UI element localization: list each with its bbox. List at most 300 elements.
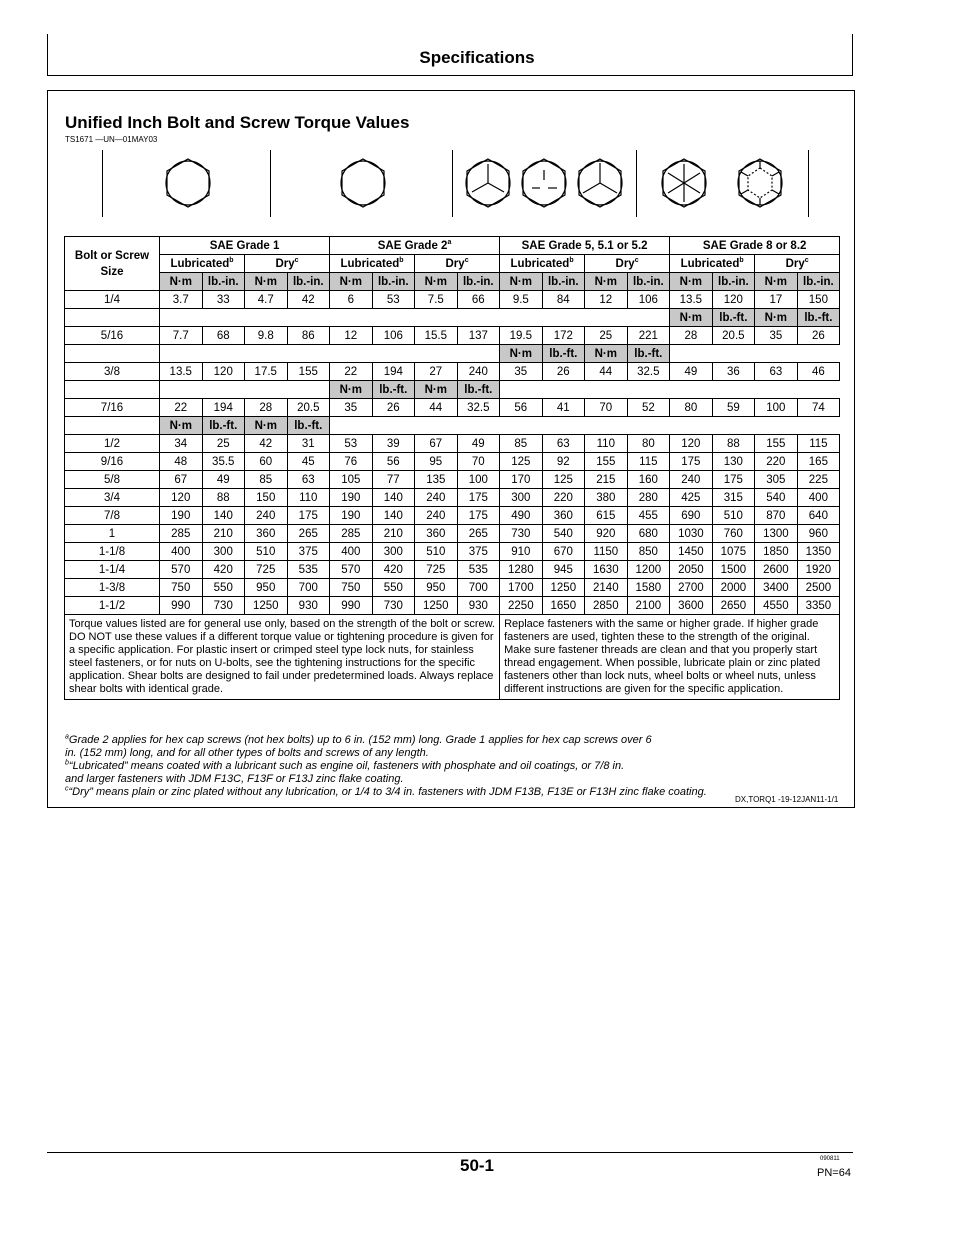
value-cell: 110 bbox=[287, 489, 330, 507]
value-cell: 1850 bbox=[755, 543, 798, 561]
value-cell: 950 bbox=[245, 579, 288, 597]
value-cell: 2000 bbox=[712, 579, 755, 597]
value-cell: 80 bbox=[670, 399, 713, 417]
value-cell: 615 bbox=[585, 507, 628, 525]
value-cell: 420 bbox=[372, 561, 415, 579]
value-cell: 70 bbox=[585, 399, 628, 417]
empty-cell bbox=[65, 309, 160, 327]
empty-cell bbox=[65, 345, 160, 363]
value-cell: 19.5 bbox=[500, 327, 543, 345]
value-cell: 380 bbox=[585, 489, 628, 507]
value-cell: 15.5 bbox=[415, 327, 458, 345]
size-cell: 3/8 bbox=[65, 363, 160, 381]
value-cell: 13.5 bbox=[670, 291, 713, 309]
value-cell: 680 bbox=[627, 525, 670, 543]
unit-cell: N·m bbox=[245, 273, 288, 291]
value-cell: 100 bbox=[457, 471, 500, 489]
unit-cell: N·m bbox=[500, 345, 543, 363]
value-cell: 63 bbox=[542, 435, 585, 453]
value-cell: 41 bbox=[542, 399, 585, 417]
footer-small-code: 090811 bbox=[820, 1156, 840, 1162]
notes-row bbox=[65, 615, 840, 700]
unit-cell: N·m bbox=[415, 273, 458, 291]
value-cell: 44 bbox=[415, 399, 458, 417]
empty-cell bbox=[755, 345, 840, 363]
lubricated-header: Lubricated$^b$ bbox=[670, 255, 755, 273]
unit-cell: lb.-in. bbox=[372, 273, 415, 291]
value-cell: 400 bbox=[160, 543, 203, 561]
figure-id: TS1671 —UN—01MAY03 bbox=[65, 135, 158, 144]
value-cell: 31 bbox=[287, 435, 330, 453]
value-cell: 1920 bbox=[797, 561, 840, 579]
torque-table bbox=[64, 236, 840, 700]
value-cell: 570 bbox=[330, 561, 373, 579]
value-cell: 175 bbox=[670, 453, 713, 471]
unit-cell: N·m bbox=[755, 309, 798, 327]
unit-cell: lb.-ft. bbox=[202, 417, 245, 435]
value-cell: 221 bbox=[627, 327, 670, 345]
value-cell: 22 bbox=[330, 363, 373, 381]
value-cell: 17.5 bbox=[245, 363, 288, 381]
table-row bbox=[65, 291, 840, 309]
value-cell: 215 bbox=[585, 471, 628, 489]
grade-header: SAE Grade 1 bbox=[160, 237, 330, 255]
value-cell: 56 bbox=[372, 453, 415, 471]
value-cell: 68 bbox=[202, 327, 245, 345]
value-cell: 13.5 bbox=[160, 363, 203, 381]
doc-code: DX,TORQ1 -19-12JAN11-1/1 bbox=[735, 795, 839, 804]
value-cell: 2600 bbox=[755, 561, 798, 579]
unit-cell: lb.-in. bbox=[202, 273, 245, 291]
size-cell: 1-1/8 bbox=[65, 543, 160, 561]
value-cell: 46 bbox=[797, 363, 840, 381]
value-cell: 53 bbox=[330, 435, 373, 453]
value-cell: 76 bbox=[330, 453, 373, 471]
value-cell: 39 bbox=[372, 435, 415, 453]
grade-header: SAE Grade 2$^a$ bbox=[330, 237, 500, 255]
empty-cell bbox=[65, 381, 160, 399]
table-row bbox=[65, 399, 840, 417]
value-cell: 175 bbox=[712, 471, 755, 489]
value-cell: 570 bbox=[160, 561, 203, 579]
table-row bbox=[65, 435, 840, 453]
value-cell: 194 bbox=[202, 399, 245, 417]
value-cell: 194 bbox=[372, 363, 415, 381]
unit-cell: lb.-ft. bbox=[372, 381, 415, 399]
grade-header: SAE Grade 5, 5.1 or 5.2 bbox=[500, 237, 670, 255]
value-cell: 36 bbox=[712, 363, 755, 381]
dry-header: Dry$^c$ bbox=[755, 255, 840, 273]
value-cell: 35 bbox=[500, 363, 543, 381]
value-cell: 285 bbox=[330, 525, 373, 543]
value-cell: 265 bbox=[457, 525, 500, 543]
value-cell: 425 bbox=[670, 489, 713, 507]
value-cell: 535 bbox=[287, 561, 330, 579]
value-cell: 850 bbox=[627, 543, 670, 561]
header-rule-bottom bbox=[47, 75, 853, 76]
value-cell: 160 bbox=[627, 471, 670, 489]
unit-cell: lb.-in. bbox=[287, 273, 330, 291]
value-cell: 115 bbox=[797, 435, 840, 453]
value-cell: 750 bbox=[330, 579, 373, 597]
value-cell: 1200 bbox=[627, 561, 670, 579]
value-cell: 510 bbox=[245, 543, 288, 561]
value-cell: 35.5 bbox=[202, 453, 245, 471]
table-row bbox=[65, 327, 840, 345]
footnote-b-line2: and larger fasteners with JDM F13C, F13F or F13J zinc flake coating. bbox=[65, 773, 404, 785]
unit-cell: lb.-ft. bbox=[457, 381, 500, 399]
size-cell: 1-1/2 bbox=[65, 597, 160, 615]
value-cell: 190 bbox=[330, 489, 373, 507]
value-cell: 700 bbox=[287, 579, 330, 597]
value-cell: 12 bbox=[585, 291, 628, 309]
value-cell: 540 bbox=[542, 525, 585, 543]
value-cell: 155 bbox=[585, 453, 628, 471]
table-subheader-row bbox=[65, 255, 840, 273]
bolt-head-markings-figure bbox=[102, 150, 809, 217]
value-cell: 9.5 bbox=[500, 291, 543, 309]
value-cell: 950 bbox=[415, 579, 458, 597]
value-cell: 60 bbox=[245, 453, 288, 471]
value-cell: 210 bbox=[202, 525, 245, 543]
value-cell: 240 bbox=[670, 471, 713, 489]
value-cell: 240 bbox=[245, 507, 288, 525]
value-cell: 20.5 bbox=[287, 399, 330, 417]
value-cell: 150 bbox=[797, 291, 840, 309]
size-header: Bolt or Screw Size bbox=[65, 237, 160, 291]
value-cell: 990 bbox=[160, 597, 203, 615]
value-cell: 120 bbox=[670, 435, 713, 453]
size-cell: 5/8 bbox=[65, 471, 160, 489]
value-cell: 220 bbox=[542, 489, 585, 507]
value-cell: 155 bbox=[287, 363, 330, 381]
table-row bbox=[65, 561, 840, 579]
value-cell: 3400 bbox=[755, 579, 798, 597]
value-cell: 48 bbox=[160, 453, 203, 471]
value-cell: 105 bbox=[330, 471, 373, 489]
value-cell: 20.5 bbox=[712, 327, 755, 345]
footnote-a-line2: in. (152 mm) long, and for all other types of bolts and screws of any length. bbox=[65, 747, 429, 759]
value-cell: 300 bbox=[202, 543, 245, 561]
size-cell: 7/16 bbox=[65, 399, 160, 417]
value-cell: 550 bbox=[372, 579, 415, 597]
value-cell: 210 bbox=[372, 525, 415, 543]
empty-cell bbox=[670, 417, 755, 435]
value-cell: 1650 bbox=[542, 597, 585, 615]
note-left: Torque values listed are for general use only, based on the strength of the bolt or screw. DO NOT use these values if a different torque value or tightening procedure is given for a specific application. For plastic insert or crimped steel type lock nuts, for stainless steel fasteners, or for nuts on U-bolts, see the tightening instructions for the specific application. Shear bolts are designed to fail under predetermined loads. Always replace shear bolts with identical grade. bbox=[65, 615, 500, 700]
value-cell: 100 bbox=[755, 399, 798, 417]
value-cell: 550 bbox=[202, 579, 245, 597]
value-cell: 125 bbox=[542, 471, 585, 489]
table-header-row bbox=[65, 237, 840, 255]
unit-cell: N·m bbox=[500, 273, 543, 291]
unit-cell: N·m bbox=[160, 417, 203, 435]
empty-cell bbox=[670, 345, 755, 363]
value-cell: 80 bbox=[627, 435, 670, 453]
table-row bbox=[65, 579, 840, 597]
value-cell: 110 bbox=[585, 435, 628, 453]
value-cell: 670 bbox=[542, 543, 585, 561]
value-cell: 49 bbox=[457, 435, 500, 453]
lubricated-header: Lubricated$^b$ bbox=[330, 255, 415, 273]
table-row bbox=[65, 471, 840, 489]
unit-cell: lb.-ft. bbox=[627, 345, 670, 363]
value-cell: 285 bbox=[160, 525, 203, 543]
value-cell: 67 bbox=[415, 435, 458, 453]
value-cell: 305 bbox=[755, 471, 798, 489]
value-cell: 35 bbox=[755, 327, 798, 345]
lubricated-header: Lubricated$^b$ bbox=[160, 255, 245, 273]
value-cell: 4550 bbox=[755, 597, 798, 615]
value-cell: 42 bbox=[287, 291, 330, 309]
value-cell: 225 bbox=[797, 471, 840, 489]
value-cell: 190 bbox=[330, 507, 373, 525]
unit-cell: N·m bbox=[670, 309, 713, 327]
table-row bbox=[65, 597, 840, 615]
footnote-b-line1: $^b$“Lubricated” means coated with a lubricant such as engine oil, fasteners with phosphate and oil coatings, or 7/8 in. bbox=[65, 759, 625, 772]
value-cell: 115 bbox=[627, 453, 670, 471]
footnote-a-line1: $^a$Grade 2 applies for hex cap screws (not hex bolts) up to 6 in. (152 mm) long. Grade 1 applies for hex cap screws over 6 bbox=[65, 733, 652, 746]
size-cell: 3/4 bbox=[65, 489, 160, 507]
value-cell: 1250 bbox=[542, 579, 585, 597]
value-cell: 1250 bbox=[245, 597, 288, 615]
value-cell: 66 bbox=[457, 291, 500, 309]
empty-cell bbox=[160, 309, 670, 327]
value-cell: 45 bbox=[287, 453, 330, 471]
size-cell: 1-1/4 bbox=[65, 561, 160, 579]
table-row bbox=[65, 543, 840, 561]
value-cell: 150 bbox=[245, 489, 288, 507]
value-cell: 400 bbox=[797, 489, 840, 507]
value-cell: 360 bbox=[245, 525, 288, 543]
value-cell: 63 bbox=[755, 363, 798, 381]
size-cell: 1/2 bbox=[65, 435, 160, 453]
value-cell: 175 bbox=[457, 489, 500, 507]
value-cell: 375 bbox=[287, 543, 330, 561]
unit-cell: lb.-in. bbox=[712, 273, 755, 291]
empty-cell bbox=[65, 417, 160, 435]
value-cell: 85 bbox=[500, 435, 543, 453]
value-cell: 35 bbox=[330, 399, 373, 417]
table-row bbox=[65, 507, 840, 525]
value-cell: 32.5 bbox=[457, 399, 500, 417]
value-cell: 53 bbox=[372, 291, 415, 309]
value-cell: 135 bbox=[415, 471, 458, 489]
value-cell: 125 bbox=[500, 453, 543, 471]
footer-rule bbox=[47, 1152, 853, 1153]
empty-cell bbox=[585, 381, 670, 399]
value-cell: 640 bbox=[797, 507, 840, 525]
value-cell: 84 bbox=[542, 291, 585, 309]
note-right: Replace fasteners with the same or higher grade. If higher grade fasteners are used, tighten these to the strength of the original. Make sure fastener threads are clean and that you properly start thread engagement. When possible, lubricate plain or zinc plated fasteners other than lock nuts, wheel bolts or wheel nuts, unless different instructions are given for the specific application. bbox=[500, 615, 840, 700]
value-cell: 175 bbox=[287, 507, 330, 525]
unit-cell: N·m bbox=[755, 273, 798, 291]
value-cell: 240 bbox=[457, 363, 500, 381]
value-cell: 375 bbox=[457, 543, 500, 561]
footnote-c-line1: $^c$“Dry” means plain or zinc plated without any lubrication, or 1/4 to 3/4 in. fasteners with JDM F13B, F13E or F13H zinc flake coating. bbox=[65, 785, 707, 798]
value-cell: 190 bbox=[160, 507, 203, 525]
value-cell: 7.5 bbox=[415, 291, 458, 309]
value-cell: 920 bbox=[585, 525, 628, 543]
value-cell: 2050 bbox=[670, 561, 713, 579]
value-cell: 70 bbox=[457, 453, 500, 471]
value-cell: 750 bbox=[160, 579, 203, 597]
value-cell: 945 bbox=[542, 561, 585, 579]
value-cell: 130 bbox=[712, 453, 755, 471]
unit-cell: lb.-in. bbox=[797, 273, 840, 291]
value-cell: 1630 bbox=[585, 561, 628, 579]
size-cell: 1 bbox=[65, 525, 160, 543]
empty-cell bbox=[755, 381, 840, 399]
value-cell: 25 bbox=[585, 327, 628, 345]
value-cell: 56 bbox=[500, 399, 543, 417]
value-cell: 17 bbox=[755, 291, 798, 309]
value-cell: 3350 bbox=[797, 597, 840, 615]
value-cell: 3600 bbox=[670, 597, 713, 615]
value-cell: 26 bbox=[542, 363, 585, 381]
page-title: Specifications bbox=[419, 48, 535, 67]
value-cell: 1500 bbox=[712, 561, 755, 579]
section-title: Unified Inch Bolt and Screw Torque Values bbox=[65, 113, 410, 132]
value-cell: 2850 bbox=[585, 597, 628, 615]
value-cell: 300 bbox=[500, 489, 543, 507]
unit-change-row bbox=[65, 309, 840, 327]
value-cell: 400 bbox=[330, 543, 373, 561]
lubricated-header: Lubricated$^b$ bbox=[500, 255, 585, 273]
value-cell: 140 bbox=[372, 489, 415, 507]
value-cell: 7.7 bbox=[160, 327, 203, 345]
value-cell: 730 bbox=[202, 597, 245, 615]
size-cell: 1/4 bbox=[65, 291, 160, 309]
value-cell: 140 bbox=[202, 507, 245, 525]
value-cell: 265 bbox=[287, 525, 330, 543]
dry-header: Dry$^c$ bbox=[245, 255, 330, 273]
value-cell: 700 bbox=[457, 579, 500, 597]
value-cell: 1075 bbox=[712, 543, 755, 561]
value-cell: 137 bbox=[457, 327, 500, 345]
unit-cell: lb.-ft. bbox=[712, 309, 755, 327]
table-row bbox=[65, 525, 840, 543]
value-cell: 175 bbox=[457, 507, 500, 525]
unit-cell: lb.-in. bbox=[627, 273, 670, 291]
value-cell: 67 bbox=[160, 471, 203, 489]
size-cell: 9/16 bbox=[65, 453, 160, 471]
value-cell: 360 bbox=[542, 507, 585, 525]
value-cell: 33 bbox=[202, 291, 245, 309]
value-cell: 730 bbox=[500, 525, 543, 543]
empty-cell bbox=[160, 345, 500, 363]
value-cell: 535 bbox=[457, 561, 500, 579]
value-cell: 165 bbox=[797, 453, 840, 471]
value-cell: 26 bbox=[372, 399, 415, 417]
value-cell: 240 bbox=[415, 507, 458, 525]
dry-header: Dry$^c$ bbox=[415, 255, 500, 273]
value-cell: 760 bbox=[712, 525, 755, 543]
value-cell: 315 bbox=[712, 489, 755, 507]
value-cell: 1450 bbox=[670, 543, 713, 561]
value-cell: 420 bbox=[202, 561, 245, 579]
value-cell: 52 bbox=[627, 399, 670, 417]
value-cell: 280 bbox=[627, 489, 670, 507]
value-cell: 12 bbox=[330, 327, 373, 345]
value-cell: 1300 bbox=[755, 525, 798, 543]
value-cell: 1350 bbox=[797, 543, 840, 561]
footer-pn: PN=64 bbox=[817, 1167, 851, 1179]
value-cell: 3.7 bbox=[160, 291, 203, 309]
value-cell: 2700 bbox=[670, 579, 713, 597]
value-cell: 1580 bbox=[627, 579, 670, 597]
value-cell: 240 bbox=[415, 489, 458, 507]
value-cell: 930 bbox=[457, 597, 500, 615]
unit-change-row bbox=[65, 345, 840, 363]
value-cell: 59 bbox=[712, 399, 755, 417]
value-cell: 730 bbox=[372, 597, 415, 615]
value-cell: 42 bbox=[245, 435, 288, 453]
value-cell: 510 bbox=[712, 507, 755, 525]
value-cell: 74 bbox=[797, 399, 840, 417]
unit-cell: N·m bbox=[415, 381, 458, 399]
value-cell: 4.7 bbox=[245, 291, 288, 309]
value-cell: 510 bbox=[415, 543, 458, 561]
unit-cell: N·m bbox=[160, 273, 203, 291]
table-unit-row bbox=[65, 273, 840, 291]
empty-cell bbox=[415, 417, 500, 435]
value-cell: 88 bbox=[712, 435, 755, 453]
value-cell: 86 bbox=[287, 327, 330, 345]
value-cell: 27 bbox=[415, 363, 458, 381]
value-cell: 49 bbox=[202, 471, 245, 489]
value-cell: 77 bbox=[372, 471, 415, 489]
value-cell: 63 bbox=[287, 471, 330, 489]
empty-cell bbox=[160, 381, 330, 399]
value-cell: 120 bbox=[712, 291, 755, 309]
value-cell: 9.8 bbox=[245, 327, 288, 345]
value-cell: 960 bbox=[797, 525, 840, 543]
value-cell: 170 bbox=[500, 471, 543, 489]
table-row bbox=[65, 363, 840, 381]
value-cell: 690 bbox=[670, 507, 713, 525]
empty-cell bbox=[755, 417, 840, 435]
unit-cell: lb.-in. bbox=[457, 273, 500, 291]
value-cell: 95 bbox=[415, 453, 458, 471]
value-cell: 22 bbox=[160, 399, 203, 417]
empty-cell bbox=[500, 417, 585, 435]
value-cell: 2650 bbox=[712, 597, 755, 615]
value-cell: 140 bbox=[372, 507, 415, 525]
value-cell: 360 bbox=[415, 525, 458, 543]
unit-cell: N·m bbox=[585, 345, 628, 363]
value-cell: 92 bbox=[542, 453, 585, 471]
page-number: 50-1 bbox=[459, 1156, 495, 1175]
unit-cell: N·m bbox=[330, 273, 373, 291]
unit-cell: lb.-ft. bbox=[542, 345, 585, 363]
value-cell: 2500 bbox=[797, 579, 840, 597]
value-cell: 106 bbox=[372, 327, 415, 345]
value-cell: 172 bbox=[542, 327, 585, 345]
value-cell: 300 bbox=[372, 543, 415, 561]
empty-cell bbox=[500, 381, 585, 399]
value-cell: 26 bbox=[797, 327, 840, 345]
value-cell: 32.5 bbox=[627, 363, 670, 381]
value-cell: 120 bbox=[202, 363, 245, 381]
empty-cell bbox=[670, 381, 755, 399]
value-cell: 540 bbox=[755, 489, 798, 507]
value-cell: 44 bbox=[585, 363, 628, 381]
unit-change-row bbox=[65, 417, 840, 435]
unit-cell: N·m bbox=[585, 273, 628, 291]
empty-cell bbox=[330, 417, 415, 435]
table-row bbox=[65, 453, 840, 471]
